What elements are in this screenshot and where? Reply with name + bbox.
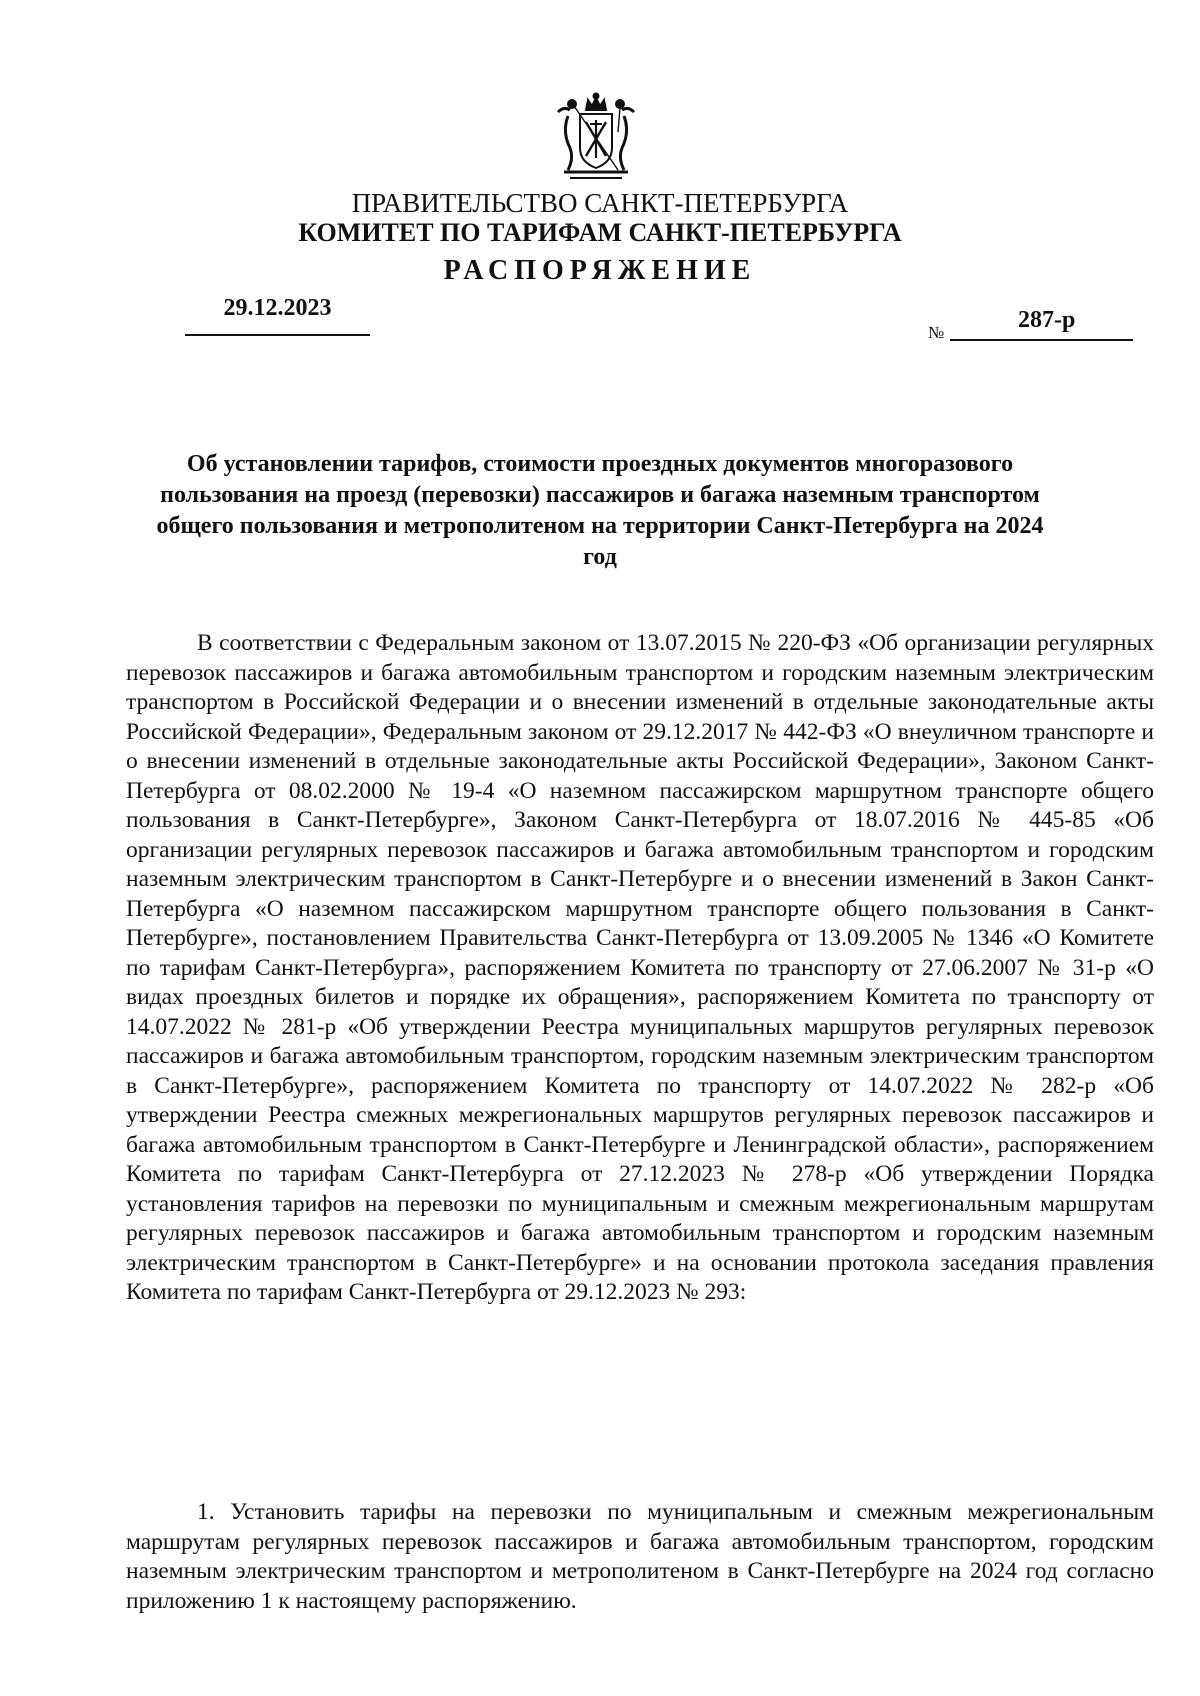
date-field: [185, 295, 370, 336]
date-underline: [185, 334, 370, 336]
document-number: 287-р: [1018, 307, 1076, 333]
document-kind: РАСПОРЯЖЕНИЕ: [443, 255, 757, 286]
government-name: ПРАВИТЕЛЬСТВО САНКТ-ПЕТЕРБУРГА: [351, 188, 849, 218]
coat-of-arms-icon: [548, 92, 644, 184]
clause-1-paragraph: 1. Установить тарифы на перевозки по муниципальным и смежным межрегиональным маршрутам регулярных перевозок пассажиров и багажа автомобильным транспортом, городским наземным электрическим транспортом и метрополитеном в Санкт-Петербурге на 2024 год согласно приложению 1 к настоящему распоряжению.: [126, 1499, 1154, 1614]
preamble-paragraph: В соответствии с Федеральным законом от 13.07.2015 № 220-ФЗ «Об организации регулярных перевозок пассажиров и багажа автомобильным транспортом и городским наземным электрическим транспортом в Российской Федерации и о внесении изменений в отдельные законодательные акты Российской Федерации», Федеральным законом от 29.12.2017 № 442-ФЗ «О внеуличном транспорте и о внесении изменений в отдельные законодательные акты Российской Федерации», Законом Санкт-Петербурга от 08.02.2000 № 19-4 «О наземном пассажирском маршрутном транспорте общего пользования в Санкт-Петербурге», Законом Санкт-Петербурга от 18.07.2016 № 445-85 «Об организации регулярных перевозок пассажиров и багажа автомобильным транспортом и городским наземным электрическим транспортом в Санкт-Петербурге и о внесении изменений в Закон Санкт-Петербурга «О наземном пассажирском маршрутном транспорте общего пользования в Санкт-Петербурге», постановлением Правительства Санкт-Петербурга от 13.09.2005 № 1346 «О Комитете по тарифам Санкт-Петербурга», распоряжением Комитета по транспорту от 27.06.2007 № 31-р «О видах проездных билетов и порядке их обращения», распоряжением Комитета по транспорту от 14.07.2022 № 281-р «Об утверждении Реестра муниципальных маршрутов регулярных перевозок пассажиров и багажа автомобильным транспортом, городским наземным электрическим транспортом в Санкт-Петербурге», распоряжением Комитета по транспорту от 14.07.2022 № 282-р «Об утверждении Реестра смежных межрегиональных маршрутов регулярных перевозок пассажиров и багажа автомобильным транспортом в Санкт-Петербурге и Ленинградской области», распоряжением Комитета по тарифам Санкт-Петербурга от 27.12.2023 № 278-р «Об утверждении Порядка установления тарифов на перевозки по муниципальным и смежным межрегиональным маршрутам регулярных перевозок пассажиров и багажа автомобильным транспортом и городским наземным электрическим транспортом в Санкт-Петербурге» и на основании протокола заседания правления Комитета по тарифам Санкт-Петербурга от 29.12.2023 № 293:: [126, 630, 1154, 1305]
number-underline: [950, 339, 1133, 341]
document-title: Об установлении тарифов, стоимости проездных документов многоразового пользования на проезд (перевозки) пассажиров и багажа наземным транспортом общего пользования и метрополитеном на территории Санкт-Петербурга на 2024 год: [156, 451, 1044, 570]
committee-name: КОМИТЕТ ПО ТАРИФАМ САНКТ-ПЕТЕРБУРГА: [298, 218, 902, 247]
number-field: [928, 307, 1133, 343]
number-sign: №: [928, 323, 945, 342]
document-date: 29.12.2023: [223, 295, 332, 321]
